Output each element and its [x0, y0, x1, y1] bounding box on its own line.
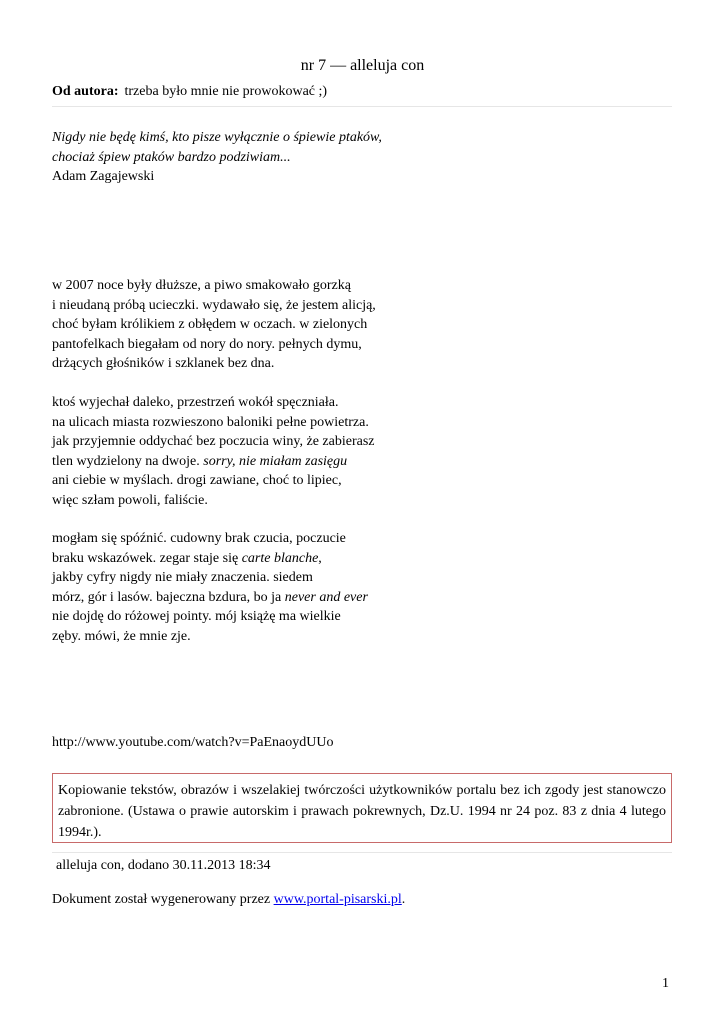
poem-line: choć byłam królikiem z obłędem w oczach. w zielonych: [52, 317, 368, 332]
copyright-notice: Kopiowanie tekstów, obrazów i wszelakiej twórczości użytkowników portalu bez ich zgody jest stanowczo zabronione. (Ustawa o prawie autorskim i prawach pokrewnych, Dz.U. 1994 nr 24 poz. 83 z dnia 4 lutego 1994r.).: [52, 773, 672, 843]
poem-line: pantofelkach biegałam od nory do nory. pełnych dymu,: [52, 336, 362, 352]
poem-line: ktoś wyjechał daleko, przestrzeń wokół spęczniała.: [52, 395, 339, 410]
author-note: [52, 84, 327, 100]
motto: [52, 128, 382, 187]
divider-top: [52, 106, 672, 107]
generated-suffix: .: [401, 892, 406, 907]
page-number: 1: [662, 976, 669, 991]
author-note-label: Od autora:: [52, 84, 119, 99]
youtube-link[interactable]: http://www.youtube.com/watch?v=PaEnaoydUUo: [52, 735, 334, 750]
poem-italic-text: carte blanche: [241, 550, 319, 566]
stanza-3: [52, 529, 368, 646]
poem-line: nie dojdę do różowej pointy. mój książę ma wielkie: [52, 609, 341, 624]
poem-line: w 2007 noce były dłuższe, a piwo smakowało gorzką: [52, 278, 351, 293]
poem-line: [52, 549, 368, 569]
portal-link[interactable]: www.portal-pisarski.pl: [273, 892, 402, 907]
stanza-1: [52, 276, 376, 374]
poem-line: jakby cyfry nigdy nie miały znaczenia. siedem: [52, 570, 313, 585]
divider-bottom: [52, 852, 672, 853]
poem-text: tlen wydzielony na dwoje.: [52, 453, 204, 469]
poem-line: mogłam się spóźnić. cudowny brak czucia, poczucie: [52, 531, 346, 546]
added-info: alleluja con, dodano 30.11.2013 18:34: [56, 858, 271, 873]
stanza-2: [52, 393, 374, 510]
poem-text: mórz, gór i lasów. bajeczna bzdura, bo ja: [52, 589, 285, 605]
poem-line: [52, 588, 368, 608]
generated-prefix: Dokument został wygenerowany przez: [52, 892, 274, 907]
poem-text: braku wskazówek. zegar staje się: [52, 550, 242, 566]
motto-author: Adam Zagajewski: [52, 169, 155, 184]
poem-line: zęby. mówi, że mnie zje.: [52, 628, 191, 644]
author-note-text: trzeba było mnie nie prowokować ;): [124, 84, 328, 99]
poem-line: na ulicach miasta rozwieszono baloniki pełne powietrza.: [52, 414, 369, 430]
poem-line: i nieudaną próbą ucieczki. wydawało się, że jestem alicją,: [52, 297, 376, 313]
generated-note: [52, 892, 405, 908]
document-title: nr 7 — alleluja con: [300, 57, 425, 74]
poem-line: jak przyjemnie oddychać bez poczucia winy, że zabierasz: [52, 434, 375, 449]
motto-line: chociaż śpiew ptaków bardzo podziwiam...: [52, 149, 291, 165]
poem-line: [52, 452, 374, 472]
poem-text: ,: [318, 550, 322, 566]
poem-italic-text: never and ever: [284, 589, 368, 605]
motto-line: Nigdy nie będę kimś, kto pisze wyłącznie o śpiewie ptaków,: [52, 130, 382, 145]
poem-line: drżących głośników i szklanek bez dna.: [52, 356, 275, 371]
poem-line: ani ciebie w myślach. drogi zawiane, choć to lipiec,: [52, 473, 342, 488]
poem-line: więc szłam powoli, faliście.: [52, 492, 208, 508]
poem-italic-text: sorry, nie miałam zasięgu: [203, 453, 348, 469]
